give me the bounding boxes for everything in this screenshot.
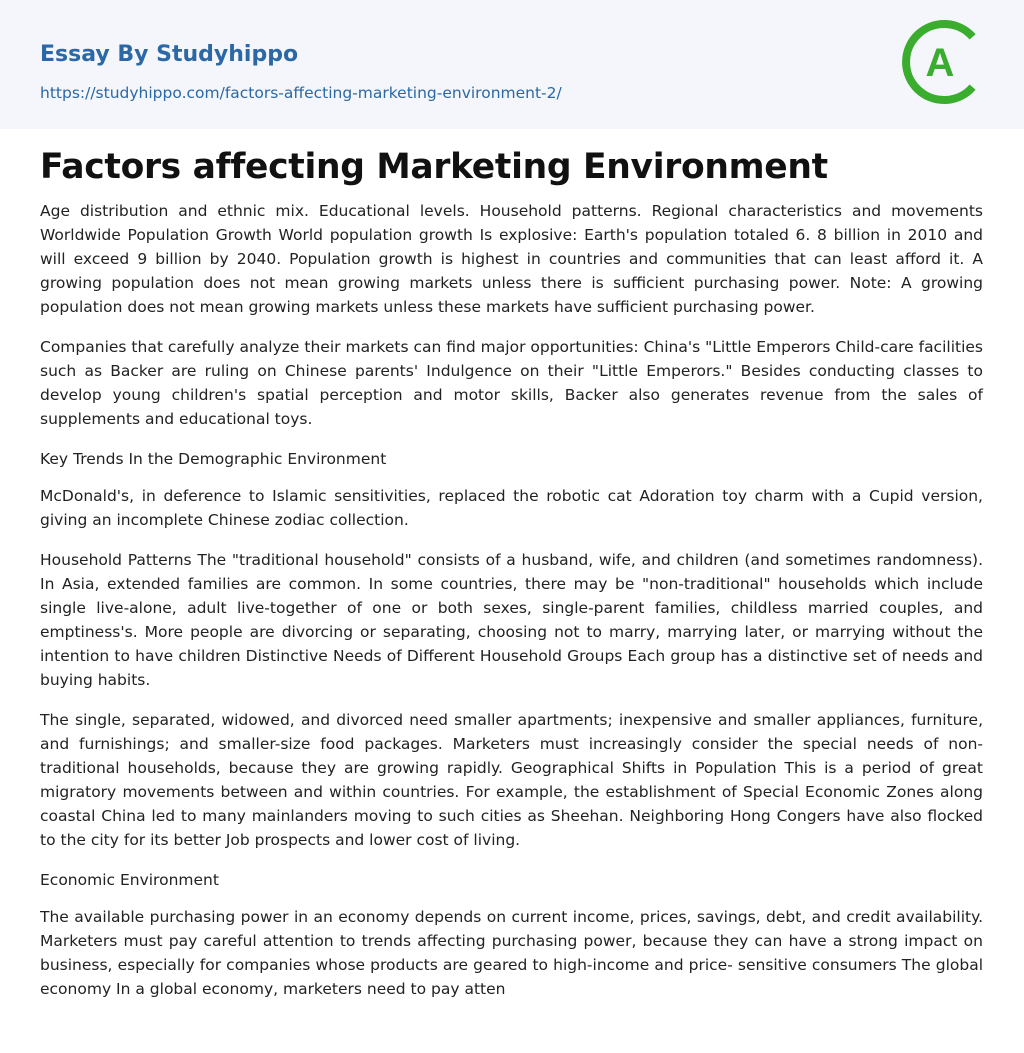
paragraph-mcdonalds: McDonald's, in deference to Islamic sensitivities, replaced the robotic cat Adoration toy charm with a Cupid version, giving an incomplete Chinese zodiac collection. (40, 487, 983, 529)
brand-title[interactable]: Essay By Studyhippo (40, 42, 299, 67)
site-header (0, 0, 1024, 129)
paragraph-purchasing-power: The available purchasing power in an economy depends on current income, prices, savings, debt, and credit availability. Marketers must pay careful attention to trends affecting purchasing power, because they can have a strong impact on business, especially for companies whose products are geared to high-income and price- sensitive consumers The global economy In a global economy, marketers need to pay atten (40, 908, 983, 998)
studyhippo-a-logo-icon[interactable] (898, 17, 988, 107)
paragraph-little-emperors: Companies that carefully analyze their markets can find major opportunities: China's "Little Emperors Child-care facilities such as Backer are ruling on Chinese parents' Indulgence on their "Little Emperors." Besides conducting classes to develop young children's spatial perception and motor skills, Backer also generates revenue from the sales of supplements and educational toys. (40, 338, 983, 428)
paragraph-household-patterns: Household Patterns The "traditional household" consists of a husband, wife, and children (and sometimes randomness). In Asia, extended families are common. In some countries, there may be "non-traditional" households which include single live-alone, adult live-together of one or both sexes, single-parent families, childless married couples, and emptiness's. More people are divorcing or separating, choosing not to marry, marrying later, or marrying without the intention to have children Distinctive Needs of Different Household Groups Each group has a distinctive set of needs and buying habits. (40, 551, 983, 689)
article-url-link[interactable]: https://studyhippo.com/factors-affecting-marketing-environment-2/ (40, 84, 562, 102)
logo-letter: A (925, 41, 955, 85)
section-heading-demographic-trends: Key Trends In the Demographic Environment (40, 450, 387, 468)
paragraph-population: Age distribution and ethnic mix. Educational levels. Household patterns. Regional characteristics and movements Worldwide Population Growth World population growth Is explosive: Earth's population totaled 6. 8 billion in 2010 and will exceed 9 billion by 2040. Population growth is highest in countries and communities that can least afford it. A growing population does not mean growing markets unless there is sufficient purchasing power. Note: A growing population does not mean growing markets unless these markets have sufficient purchasing power. (40, 202, 983, 316)
article-title: Factors affecting Marketing Environment (40, 147, 828, 187)
paragraph-geographical-shifts: The single, separated, widowed, and divorced need smaller apartments; inexpensive and smaller appliances, furniture, and furnishings; and smaller-size food packages. Marketers must increasingly consider the special needs of non-traditional households, because they are growing rapidly. Geographical Shifts in Population This is a period of great migratory movements between and within countries. For example, the establishment of Special Economic Zones along coastal China led to many mainlanders moving to such cities as Sheehan. Neighboring Hong Congers have also flocked to the city for its better Job prospects and lower cost of living. (40, 711, 983, 849)
section-heading-economic-environment: Economic Environment (40, 871, 219, 889)
article-body (40, 143, 983, 1017)
